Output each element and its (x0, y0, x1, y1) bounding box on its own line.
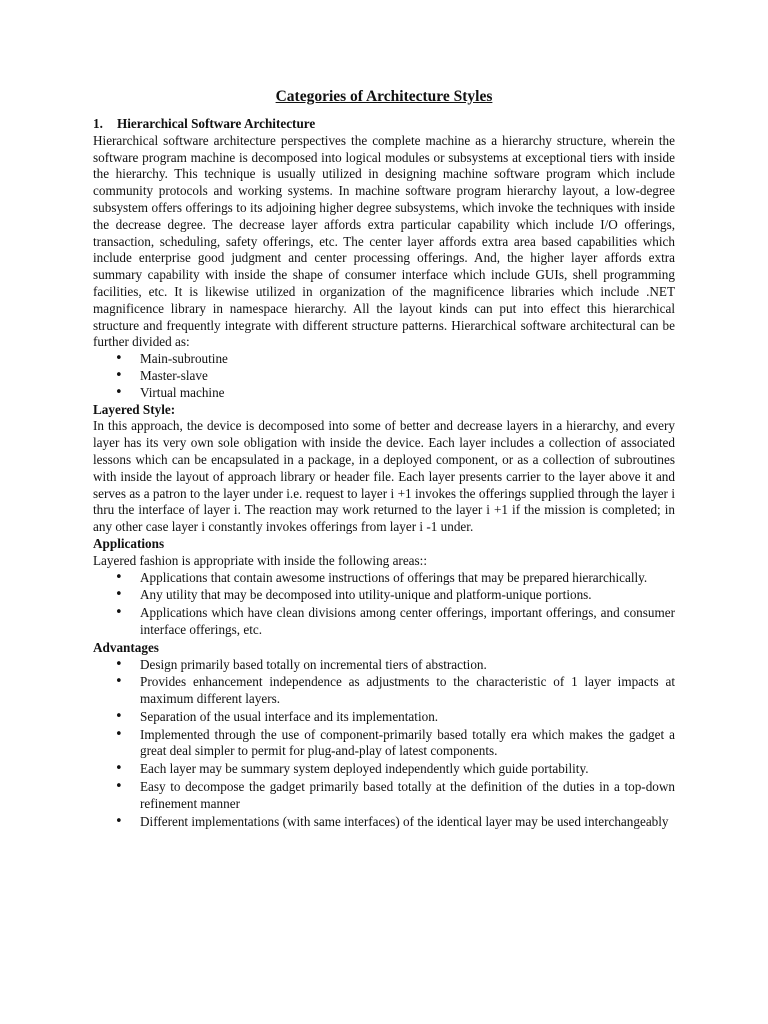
list-item-text: • Implemented through the use of component-primarily based totally era which makes the gadget a great deal simpler to permit for plug-and-play of latest components. (140, 726, 675, 759)
section-heading-hierarchical (93, 116, 675, 133)
list-item (93, 709, 675, 726)
layered-paragraph: In this approach, the device is decomposed into some of better and decrease layers in a hierarchy, and every layer has its very own sole obligation with inside the device. Each layer includes a collection of associated lessons which can be encapsulated in a package, in a deployed component, or as a collection of subroutines with inside the layout of approach library or header file. Each layer presents carrier to the layer above it and serves as a patron to the layer under i.e. request to layer i +1 invokes the offerings supplied through the layer i thru the interface of layer i. The reaction may work returned to the layer i +1 if the mission is completed; in any other case layer i constantly invokes offerings from layer i -1 under. (93, 418, 675, 535)
list-item (93, 368, 675, 385)
list-item (93, 674, 675, 708)
list-item (93, 385, 675, 402)
list-item-text: • Virtual machine (140, 384, 225, 400)
section-number: 1. (93, 116, 103, 131)
list-item-text: • Applications that contain awesome instructions of offerings that may be prepared hierarchically. (140, 569, 648, 585)
list-item (93, 587, 675, 604)
list-item-text: • Any utility that may be decomposed into utility-unique and platform-unique portions. (140, 587, 592, 603)
list-item-text: • Easy to decompose the gadget primarily based totally at the definition of the duties in a top-down refinement manner (140, 779, 675, 811)
list-item-text: • Each layer may be summary system deployed independently which guide portability. (140, 761, 589, 777)
list-item (93, 605, 675, 639)
section-heading-advantages: Advantages (93, 639, 159, 655)
list-item (93, 351, 675, 368)
applications-bullet-list (93, 570, 675, 639)
list-item-text: • Main-subroutine (140, 351, 228, 367)
advantages-bullet-list (93, 657, 675, 831)
list-item (93, 657, 675, 674)
section-heading-applications: Applications (93, 535, 165, 551)
list-item (93, 779, 675, 813)
hierarchical-bullet-list (93, 351, 675, 401)
document-title: Categories of Architecture Styles (275, 88, 493, 105)
list-item (93, 814, 675, 831)
list-item-text: • Design primarily based totally on incremental tiers of abstraction. (140, 656, 487, 672)
list-item-text: • Master-slave (140, 367, 208, 383)
list-item (93, 761, 675, 778)
document-content (93, 86, 675, 831)
list-item (93, 727, 675, 761)
list-item-text: • Applications which have clean divisions among center offerings, important offerings, and consumer interface offerings, etc. (140, 605, 675, 637)
hierarchical-paragraph: Hierarchical software architecture perspectives the complete machine as a hierarchy structure, wherein the software program machine is decomposed into logical modules or subsystems at exceptional tiers with inside the hierarchy. This technique is usually utilized in designing machine software program which include community protocols and working systems. In machine software program hierarchy layout, a low-degree subsystem offers offerings to its adjoining higher degree subsystems, which invoke the techniques with inside the decrease degree. The decrease layer affords extra particular capability which include I/O offerings, transaction, scheduling, safety offerings, etc. The center layer affords extra area based capabilities which include enterprise good judgment and center processing offerings. And, the higher layer affords extra summary capability with inside the shape of consumer interface which include GUIs, shell programming facilities, etc. It is likewise utilized in organization of the magnificence libraries which include .NET magnificence library in namespace hierarchy. All the layout kinds can put into effect this hierarchical structure and frequently integrate with different structure patterns. Hierarchical software architectural can be further divided as: (93, 132, 675, 350)
list-item-text: • Different implementations (with same interfaces) of the identical layer may be used interchangeably (140, 813, 669, 829)
list-item-text: • Provides enhancement independence as adjustments to the characteristic of 1 layer impacts at maximum different layers. (140, 674, 675, 707)
list-item-text: • Separation of the usual interface and its implementation. (140, 708, 439, 724)
section-heading-layered: Layered Style: (93, 401, 176, 417)
section-heading-text: Hierarchical Software Architecture (117, 116, 316, 131)
list-item (93, 570, 675, 587)
applications-intro: Layered fashion is appropriate with inside the following areas:: (93, 552, 427, 568)
